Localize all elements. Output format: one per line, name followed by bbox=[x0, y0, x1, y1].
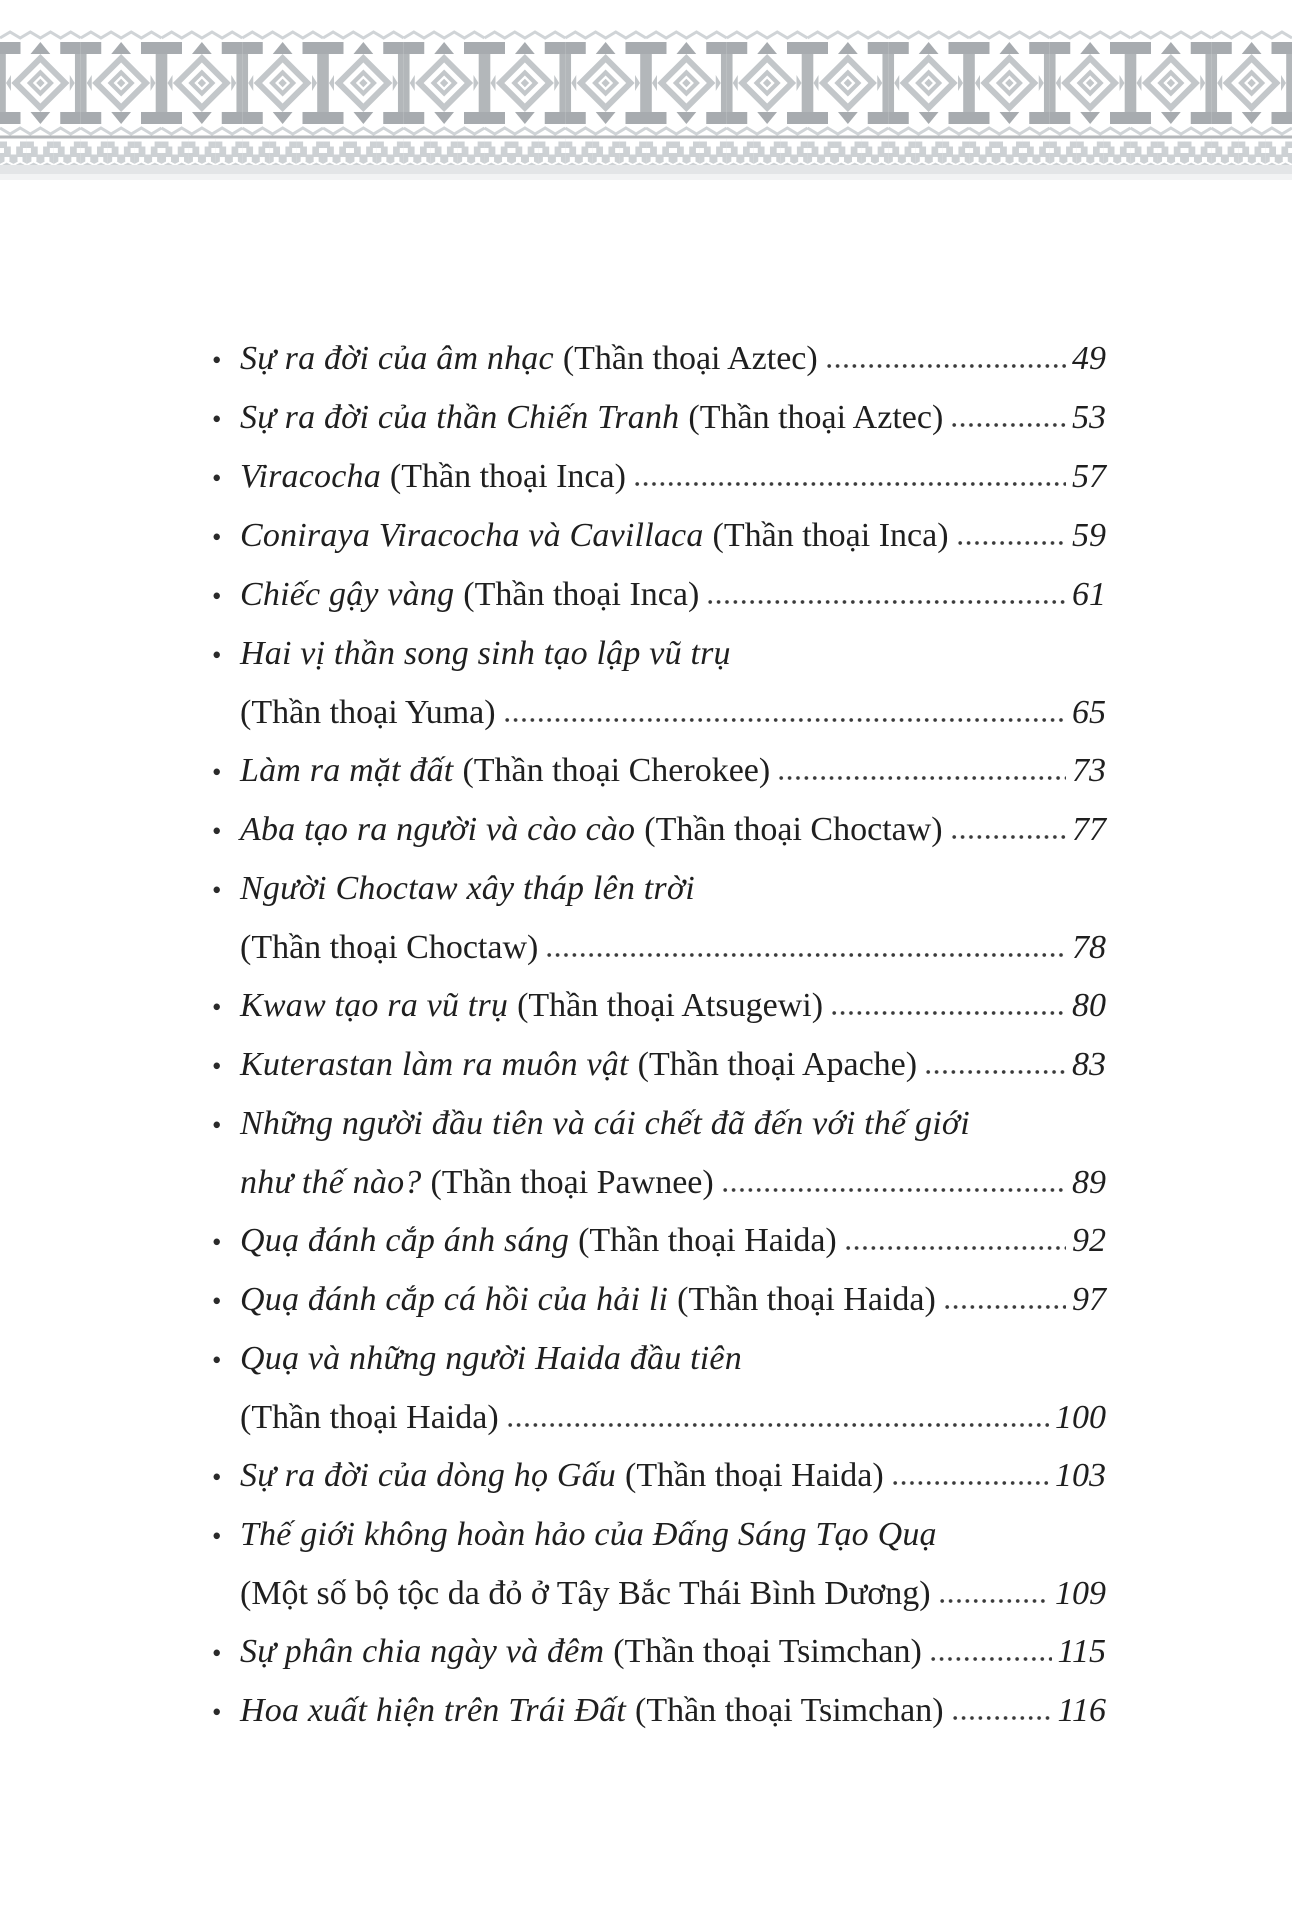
entry-source: (Thần thoại Inca) bbox=[389, 458, 626, 495]
dot-leader bbox=[832, 1010, 1066, 1016]
dot-leader bbox=[952, 834, 1066, 840]
toc-entry[interactable] bbox=[212, 625, 1106, 684]
entry-page: 49 bbox=[1072, 340, 1106, 377]
entry-title: Viracocha bbox=[240, 458, 381, 495]
toc-entry[interactable] bbox=[212, 742, 1106, 801]
toc-entry-continuation[interactable] bbox=[240, 684, 1106, 742]
entry-title: Quạ và những người Haida đầu tiên bbox=[240, 1340, 742, 1377]
entry-source: (Thần thoại Cherokee) bbox=[462, 752, 771, 789]
bullet-icon: • bbox=[212, 1286, 222, 1316]
entry-title: Thế giới không hoàn hảo của Đấng Sáng Tạo Quạ bbox=[240, 1516, 937, 1553]
entry-page: 59 bbox=[1072, 517, 1106, 554]
dot-leader bbox=[547, 952, 1066, 958]
bullet-icon: • bbox=[212, 1227, 222, 1257]
entry-page: 116 bbox=[1057, 1692, 1106, 1729]
entry-source: (Thần thoại Choctaw) bbox=[644, 811, 943, 848]
entry-title: Sự ra đời của âm nhạc bbox=[240, 340, 554, 377]
entry-source: (Thần thoại Haida) bbox=[677, 1281, 936, 1318]
bullet-icon: • bbox=[212, 1462, 222, 1492]
dot-leader bbox=[958, 540, 1066, 546]
dot-leader bbox=[940, 1598, 1049, 1604]
aztec-border-ornament bbox=[0, 0, 1292, 200]
entry-title: Những người đầu tiên và cái chết đã đến với thế giới bbox=[240, 1105, 970, 1142]
toc-entry-continuation[interactable] bbox=[240, 1565, 1106, 1623]
bullet-icon: • bbox=[212, 1697, 222, 1727]
dot-leader bbox=[723, 1187, 1066, 1193]
entry-title: Người Choctaw xây tháp lên trời bbox=[240, 870, 695, 907]
toc-entry[interactable] bbox=[212, 1095, 1106, 1154]
entry-page: 103 bbox=[1055, 1457, 1106, 1494]
toc-entry[interactable] bbox=[212, 1212, 1106, 1271]
toc-entry[interactable] bbox=[212, 977, 1106, 1036]
dot-leader bbox=[931, 1656, 1052, 1662]
entry-source: (Thần thoại Aztec) bbox=[562, 340, 818, 377]
entry-source: (Thần thoại Aztec) bbox=[688, 399, 944, 436]
entry-title: Hai vị thần song sinh tạo lập vũ trụ bbox=[240, 635, 731, 672]
entry-title: Sự ra đời của thần Chiến Tranh bbox=[240, 399, 680, 436]
bullet-icon: • bbox=[212, 463, 222, 493]
bullet-icon: • bbox=[212, 345, 222, 375]
toc-entry[interactable] bbox=[212, 860, 1106, 919]
aztec-border-pattern bbox=[0, 0, 1292, 200]
entry-title: Quạ đánh cắp ánh sáng bbox=[240, 1222, 570, 1259]
toc-entry[interactable] bbox=[212, 507, 1106, 566]
toc-entry[interactable] bbox=[212, 1623, 1106, 1682]
entry-source: (Thần thoại Inca) bbox=[463, 576, 700, 613]
entry-page: 97 bbox=[1072, 1281, 1106, 1318]
toc-entry[interactable] bbox=[212, 389, 1106, 448]
dot-leader bbox=[779, 775, 1066, 781]
toc-entry[interactable] bbox=[212, 330, 1106, 389]
entry-source: (Một số bộ tộc da đỏ ở Tây Bắc Thái Bình Dương) bbox=[240, 1575, 931, 1612]
toc-entry-continuation[interactable] bbox=[240, 1389, 1106, 1447]
toc-entry[interactable] bbox=[212, 1330, 1106, 1389]
dot-leader bbox=[508, 1422, 1049, 1428]
entry-source: (Thần thoại Haida) bbox=[625, 1457, 884, 1494]
dot-leader bbox=[635, 481, 1066, 487]
dot-leader bbox=[708, 599, 1066, 605]
entry-title: Hoa xuất hiện trên Trái Đất bbox=[240, 1692, 627, 1729]
entry-source: (Thần thoại Tsimchan) bbox=[613, 1633, 922, 1670]
entry-title-continued: như thế nào? bbox=[240, 1164, 422, 1201]
entry-title: Sự ra đời của dòng họ Gấu bbox=[240, 1457, 617, 1494]
entry-source: (Thần thoại Atsugewi) bbox=[517, 987, 824, 1024]
bullet-icon: • bbox=[212, 522, 222, 552]
entry-source: (Thần thoại Tsimchan) bbox=[635, 1692, 944, 1729]
entry-source: (Thần thoại Choctaw) bbox=[240, 929, 539, 966]
toc-entry[interactable] bbox=[212, 1506, 1106, 1565]
entry-source: (Thần thoại Inca) bbox=[712, 517, 949, 554]
bullet-icon: • bbox=[212, 1638, 222, 1668]
entry-page: 78 bbox=[1072, 929, 1106, 966]
entry-page: 92 bbox=[1072, 1222, 1106, 1259]
toc-entry[interactable] bbox=[212, 1271, 1106, 1330]
entry-page: 73 bbox=[1072, 752, 1106, 789]
toc-entry[interactable] bbox=[212, 448, 1106, 507]
bullet-icon: • bbox=[212, 1051, 222, 1081]
entry-title: Chiếc gậy vàng bbox=[240, 576, 455, 613]
entry-title: Aba tạo ra người và cào cào bbox=[240, 811, 636, 848]
table-of-contents bbox=[212, 330, 1106, 1741]
entry-page: 53 bbox=[1072, 399, 1106, 436]
entry-source: (Thần thoại Yuma) bbox=[240, 694, 496, 731]
toc-entry[interactable] bbox=[212, 1682, 1106, 1741]
entry-source: (Thần thoại Haida) bbox=[240, 1399, 499, 1436]
dot-leader bbox=[952, 422, 1066, 428]
entry-source: (Thần thoại Pawnee) bbox=[430, 1164, 714, 1201]
entry-source: (Thần thoại Apache) bbox=[637, 1046, 918, 1083]
toc-entry[interactable] bbox=[212, 1036, 1106, 1095]
entry-title: Coniraya Viracocha và Cavillaca bbox=[240, 517, 704, 554]
bullet-icon: • bbox=[212, 992, 222, 1022]
entry-page: 83 bbox=[1072, 1046, 1106, 1083]
entry-page: 61 bbox=[1072, 576, 1106, 613]
bullet-icon: • bbox=[212, 640, 222, 670]
entry-page: 80 bbox=[1072, 987, 1106, 1024]
entry-page: 57 bbox=[1072, 458, 1106, 495]
dot-leader bbox=[893, 1480, 1049, 1486]
entry-title: Kuterastan làm ra muôn vật bbox=[240, 1046, 629, 1083]
entry-page: 65 bbox=[1072, 694, 1106, 731]
dot-leader bbox=[846, 1245, 1066, 1251]
dot-leader bbox=[953, 1715, 1052, 1721]
bullet-icon: • bbox=[212, 757, 222, 787]
entry-source: (Thần thoại Haida) bbox=[578, 1222, 837, 1259]
dot-leader bbox=[945, 1304, 1066, 1310]
entry-title: Làm ra mặt đất bbox=[240, 752, 454, 789]
bullet-icon: • bbox=[212, 816, 222, 846]
bullet-icon: • bbox=[212, 875, 222, 905]
dot-leader bbox=[926, 1069, 1066, 1075]
toc-entry[interactable] bbox=[212, 801, 1106, 860]
dot-leader bbox=[505, 717, 1066, 723]
entry-page: 115 bbox=[1057, 1633, 1106, 1670]
bullet-icon: • bbox=[212, 1110, 222, 1140]
bullet-icon: • bbox=[212, 581, 222, 611]
toc-entry[interactable] bbox=[212, 1447, 1106, 1506]
entry-page: 89 bbox=[1072, 1164, 1106, 1201]
toc-entry-continuation[interactable] bbox=[240, 1154, 1106, 1212]
entry-page: 77 bbox=[1072, 811, 1106, 848]
entry-title: Kwaw tạo ra vũ trụ bbox=[240, 987, 509, 1024]
entry-title: Quạ đánh cắp cá hồi của hải li bbox=[240, 1281, 669, 1318]
entry-page: 109 bbox=[1055, 1575, 1106, 1612]
dot-leader bbox=[827, 363, 1066, 369]
entry-page: 100 bbox=[1055, 1399, 1106, 1436]
bullet-icon: • bbox=[212, 404, 222, 434]
bullet-icon: • bbox=[212, 1345, 222, 1375]
toc-entry[interactable] bbox=[212, 566, 1106, 625]
entry-title: Sự phân chia ngày và đêm bbox=[240, 1633, 605, 1670]
bullet-icon: • bbox=[212, 1521, 222, 1551]
toc-entry-continuation[interactable] bbox=[240, 919, 1106, 977]
